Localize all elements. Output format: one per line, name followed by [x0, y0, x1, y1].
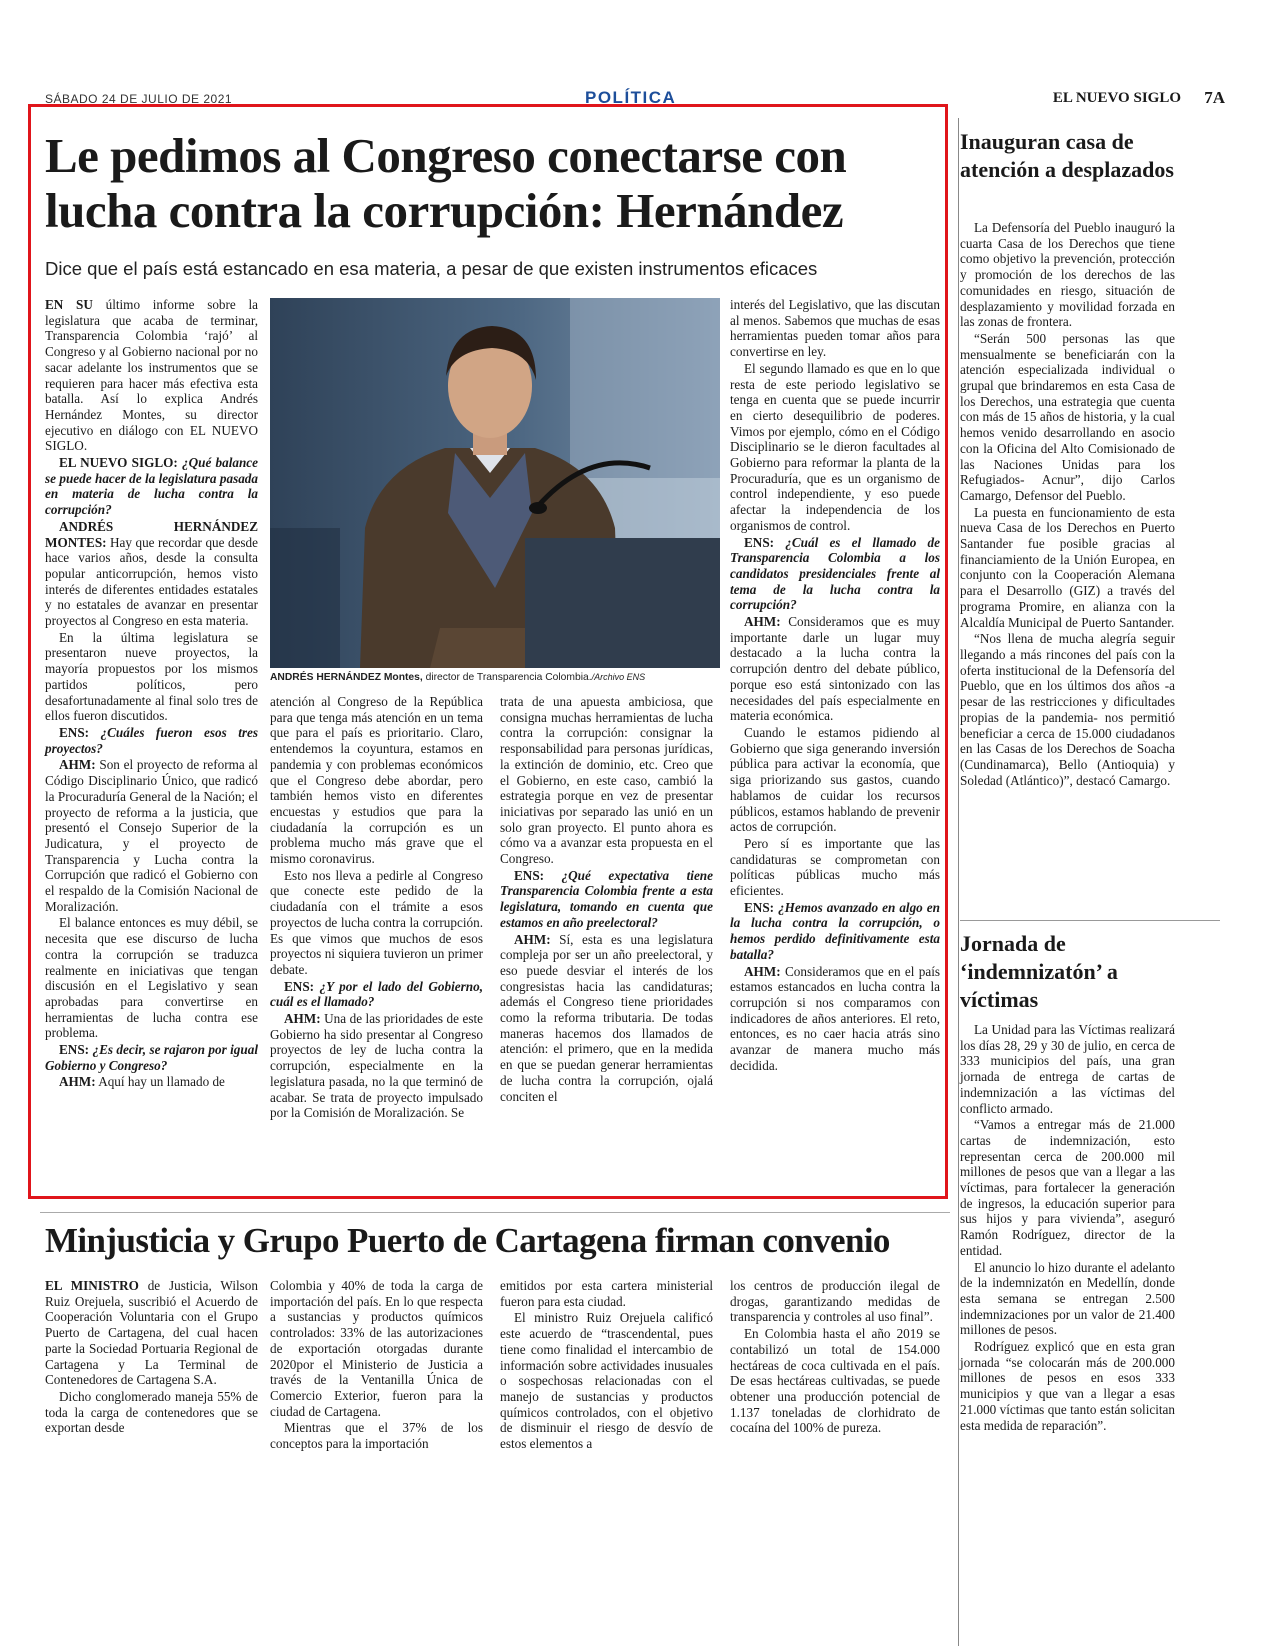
paragraph: Rodríguez explicó que en esta gran jornada “se colocarán más de 200.000 millones de pesos en esos 333 municipios y que van a llegar a esas 21.000 víctimas que tanto están solicitan esta medida de reparación”. [960, 1339, 1175, 1433]
paragraph: El balance entonces es muy débil, se necesita que ese discurso de lucha contra la corrupción se traduzca realmente en iniciativas que tengan discusión en el Legislativo y sean aprobadas para convertirse en herramientas de lucha contra ese problema. [45, 915, 258, 1041]
main-column-4 [730, 297, 940, 1074]
paragraph: La Defensoría del Pueblo inauguró la cuarta Casa de los Derechos que tiene como objetivo la prevención, protección y promoción de los derechos de las comunidades en riesgo, situación de desplazamiento y movilidad forzada en las zonas de frontera. [960, 220, 1175, 330]
paragraph: EN SU último informe sobre la legislatura que acaba de terminar, Transparencia Colombia ‘rajó’ al Congreso y al Gobierno nacional por no sacar adelante los instrumentos que se requieren para hacer más efectiva esta batalla. Así lo explica Andrés Hernández Montes, su director ejecutivo en diálogo con EL NUEVO SIGLO. [45, 297, 258, 454]
answer: AHM: Consideramos que en el país estamos estancados en lucha contra la corrupción si nos comparamos con indicadores de años anteriores. El reto, entonces, es no caer hacia atrás sino avanzar de manera mucho más decidida. [730, 963, 940, 1073]
section-label: POLÍTICA [585, 88, 677, 107]
paragraph: Cuando le estamos pidiendo al Gobierno que siga generando inversión pública para activar la economía, que siga priorizando sus gastos, cuando hablamos de cuidar los recursos públicos, estamos hablando de prevenir actos de corrupción. [730, 724, 940, 835]
main-column-1 [45, 297, 258, 1091]
answer: AHM: Aquí hay un llamado de [59, 1074, 225, 1090]
paragraph: Esto nos lleva a pedirle al Congreso que conecte este pedido de la ciudadanía con el trámite a esos proyectos de lucha contra la corrupción. Es que vimos que muchos de esos proyectos ni siquiera tuvieron un primer debate. [270, 867, 483, 977]
photo-credit: /Archivo ENS [591, 672, 646, 682]
question: ENS: ¿Cuáles fueron esos tres proyectos? [45, 724, 258, 756]
headline-line-2: lucha contra la corrupción: Hernández [45, 183, 844, 238]
newspaper-name: EL NUEVO SIGLO [1052, 90, 1181, 106]
question: ENS: ¿Hemos avanzado en algo en la lucha contra la corrupción, o hemos perdido definitivamente esta batalla? [730, 899, 940, 962]
paragraph: Mientras que el 37% de los conceptos para la importación [270, 1420, 483, 1452]
main-column-3 [500, 694, 713, 1105]
second-headline: Minjusticia y Grupo Puerto de Cartagena firman convenio [45, 1221, 890, 1260]
answer: AHM: Consideramos que es muy importante darle un lugar muy destacado a la lucha contra la corrupción dentro del debate público, porque eso está sintonizado con las necesidades del país especialmente en materia económica. [730, 614, 940, 724]
answer: AHM: Una de las prioridades de este Gobierno ha sido presentar al Congreso proyectos de ley de lucha contra la corrupción, especialmente en la legislatura pasada, no la que terminó de acabar. Se trata de proyecto impulsado por la Comisión de Moralización. Se [270, 1011, 483, 1121]
paragraph: En Colombia hasta el año 2019 se contabilizó un total de 154.000 hectáreas de coca cultivada en el país. De esas hectáreas cultivadas, se puede obtener una producción potencial de 1.137 toneladas de clorhidrato de cocaína del 100% de pureza. [730, 1326, 940, 1436]
question: ENS: ¿Cuál es el llamado de Transparencia Colombia a los candidatos presidenciales frente al tema de la lucha contra la corrupción? [730, 534, 940, 613]
headline-line-1: Le pedimos al Congreso conectarse con [45, 128, 847, 183]
sidebar-title-1: Inauguran casa de atención a desplazados [960, 129, 1174, 182]
paragraph: EL MINISTRO de Justicia, Wilson Ruiz Orejuela, suscribió el Acuerdo de Cooperación Voluntaria con el Grupo Puerto de Cartagena, del cual hacen parte la Sociedad Portuaria Regional de Cartagena y La Terminal de Contenedores de Cartagena S.A. [45, 1278, 258, 1388]
paragraph: “Vamos a entregar más de 21.000 cartas de indemnización, esto representan cerca de 200.000 mil millones de pesos que van a llegar a las víctimas, para fortalecer la generación de ingresos, la educación superior para sus hijos y para vivienda”, aseguró Ramón Rodríguez, director de la entidad. [960, 1117, 1175, 1258]
column-divider [958, 118, 959, 1646]
paragraph: La puesta en funcionamiento de esta nueva Casa de los Derechos en Puerto Santander fue posible gracias al financiamiento de la Unión Europea, en conjunto con la Cooperación Alemana para el Desarrollo (GIZ) a través del programa Promire, en alianza con la Alcaldía Municipal de Puerto Santander. [960, 504, 1175, 630]
paragraph: La Unidad para las Víctimas realizará los días 28, 29 y 30 de julio, en cerca de 333 municipios del país, una gran jornada de entrega de cartas de indemnización a las víctimas del conflicto armado. [960, 1022, 1175, 1116]
question: EL NUEVO SIGLO: ¿Qué balance se puede hacer de la legislatura pasada en materia de lucha contra la corrupción? [45, 455, 258, 518]
paragraph: emitidos por esta cartera ministerial fueron para esta ciudad. [500, 1278, 713, 1309]
second-column-1 [45, 1278, 258, 1437]
main-column-2 [270, 694, 483, 1122]
paragraph: interés del Legislativo, que las discutan al menos. Sabemos que muchas de esas herramientas pueden tomar años para convertirse en ley. [730, 297, 940, 360]
photo-caption: ANDRÉS HERNÁNDEZ Montes, director de Transparencia Colombia./Archivo ENS [270, 672, 646, 683]
main-headline [45, 128, 945, 238]
paragraph: trata de una apuesta ambiciosa, que consigna muchas herramientas de lucha contra la corrupción: consignar la responsabilidad para personas jurídicas, la extinción de dominio, etc. Creo que el Gobierno, en este caso, cambió la estrategia porque en vez de presentar iniciativas por separado las unió en un solo gran proyecto. El punto ahora es cómo va a avanzar esta propuesta en el Congreso. [500, 694, 713, 867]
question: ENS: ¿Y por el lado del Gobierno, cuál es el llamado? [270, 978, 483, 1010]
question: ENS: ¿Qué expectativa tiene Transparencia Colombia frente a esta legislatura, tomando en cuenta que estamos en año preelectoral? [500, 867, 713, 930]
sidebar-title-2: Jornada de ‘indemnizatón’ a víctimas [960, 931, 1118, 1012]
answer: AHM: Sí, esta es una legislatura compleja por ser un año preelectoral, y eso puede desviar el interés de los congresistas hacia las candidaturas; además el Congreso tiene prioridades como la reforma tributaria. De todas maneras hacemos dos llamados de atención: el primero, que en la medida en que se puedan generar herramientas de lucha contra la corrupción, ojalá conciten el [500, 931, 713, 1104]
paragraph: “Serán 500 personas las que mensualmente se beneficiarán con la atención especializada individual o grupal que brindaremos en esta Casa de los Derechos, una estrategia que cuenta con más de 15 años de historia, y la cual hemos venido desarrollando en asocio con la Oficina del Alto Comisionado de las Naciones Unidas para los Refugiados- Acnur”, dijo Carlos Camargo, Defensor del Pueblo. [960, 330, 1175, 503]
answer: ANDRÉS HERNÁNDEZ MONTES: Hay que recordar que desde hace varios años, desde la consulta popular anticorrupción, hemos visto interés de diferentes entidades estatales y no estatales de avanzar en presentar proyectos al Congreso en esta materia. [45, 518, 258, 629]
second-column-4 [730, 1278, 940, 1437]
paragraph: En la última legislatura se presentaron nueve proyectos, la mayoría propuestos por los mismos partidos políticos, pero desafortunadamente al final solo tres de ellos fueron discutidos. [45, 629, 258, 724]
article-divider [40, 1212, 950, 1213]
answer: AHM: Son el proyecto de reforma al Código Disciplinario Único, que radicó la Procuraduría General de la Nación; el proyecto de reforma a la justicia, que presentó el Consejo Superior de la Judicatura, y el proyecto de Transparencia y Lucha contra la Corrupción que radicó el Gobierno con el respaldo de la Comisión Nacional de Moralización. [45, 757, 258, 914]
paragraph: atención al Congreso de la República para que tenga más atención en un tema que para el país es prioritario. Claro, entendemos la coyuntura, estamos en pandemia y con problemas económicos que el Congreso debe abordar, pero también hemos visto en diferentes encuestas y estudios que para la ciudadanía la corrupción es un problema mucho más grave que el mismo coronavirus. [270, 694, 483, 867]
paragraph: El ministro Ruiz Orejuela calificó este acuerdo de “trascendental, pues tiene como finalidad el intercambio de información sobre actividades inusuales o sospechosas relacionadas con el manejo de sustancias y productos químicos controlados, con el objetivo de disminuir el riesgo de desvío de estos elementos a [500, 1310, 713, 1452]
second-column-2 [270, 1278, 483, 1453]
paragraph: Pero sí es importante que las candidaturas se comprometan con políticas públicas mucho más eficientes. [730, 835, 940, 899]
speaker-at-podium-image [270, 298, 720, 668]
portrait-photo [270, 298, 720, 668]
paragraph: los centros de producción ilegal de drogas, garantizando medidas de transparencia y controles al uso final”. [730, 1278, 940, 1325]
lead-in: EL MINISTRO [45, 1278, 139, 1293]
paragraph: El segundo llamado es que en lo que resta de este periodo legislativo se tenga en cuenta que se puede incurrir en cierto desequilibrio de poderes. Vimos por ejemplo, cómo en el Código Disciplinario se le dieron facultades al Gobierno para reformar la planta de la Procuraduría, que es un organismo de control independiente, y eso puede afectar la independencia de los organismos de control. [730, 360, 940, 533]
sidebar-story-2 [960, 1022, 1175, 1434]
paragraph: El anuncio lo hizo durante el adelanto de la indemnizatón en Medellín, donde esta semana se entregan 2.500 indemnizaciones por un valor de 21.400 millones de pesos. [960, 1259, 1175, 1338]
paragraph: Dicho conglomerado maneja 55% de toda la carga de contenedores que se exportan desde [45, 1388, 258, 1436]
paragraph: Colombia y 40% de toda la carga de importación del país. En lo que respecta a sustancias y productos químicos controlados: 33% de las autorizaciones de exportación otorgadas durante 2020por el Ministerio de Justicia a través de la Ventanilla Única de Comercio Exterior, fueron para la ciudad de Cartagena. [270, 1278, 483, 1419]
article-deck: Dice que el país está estancado en esa materia, a pesar de que existen instrumentos eficaces [45, 258, 818, 279]
paragraph: “Nos llena de mucha alegría seguir llegando a más rincones del país con la oferta institucional de la Defensoría del Pueblo, que en los últimos dos años -a pesar de las restricciones y dificultades propias de la pandemia- nos permitió beneficiar a cerca de 15.000 ciudadanos en las Casas de los Derechos de Soacha (Cundinamarca), Bello (Antioquia) y Soledad (Atlántico)”, destacó Camargo. [960, 631, 1175, 788]
question: ENS: ¿Es decir, se rajaron por igual Gobierno y Congreso? [45, 1042, 258, 1073]
sidebar-divider [960, 920, 1220, 921]
sidebar-story-1 [960, 220, 1175, 789]
issue-date: SÁBADO 24 DE JULIO DE 2021 [45, 92, 233, 106]
lead-in: EN SU [45, 297, 93, 312]
page-number: 7A [1204, 88, 1225, 107]
second-column-3 [500, 1278, 713, 1453]
